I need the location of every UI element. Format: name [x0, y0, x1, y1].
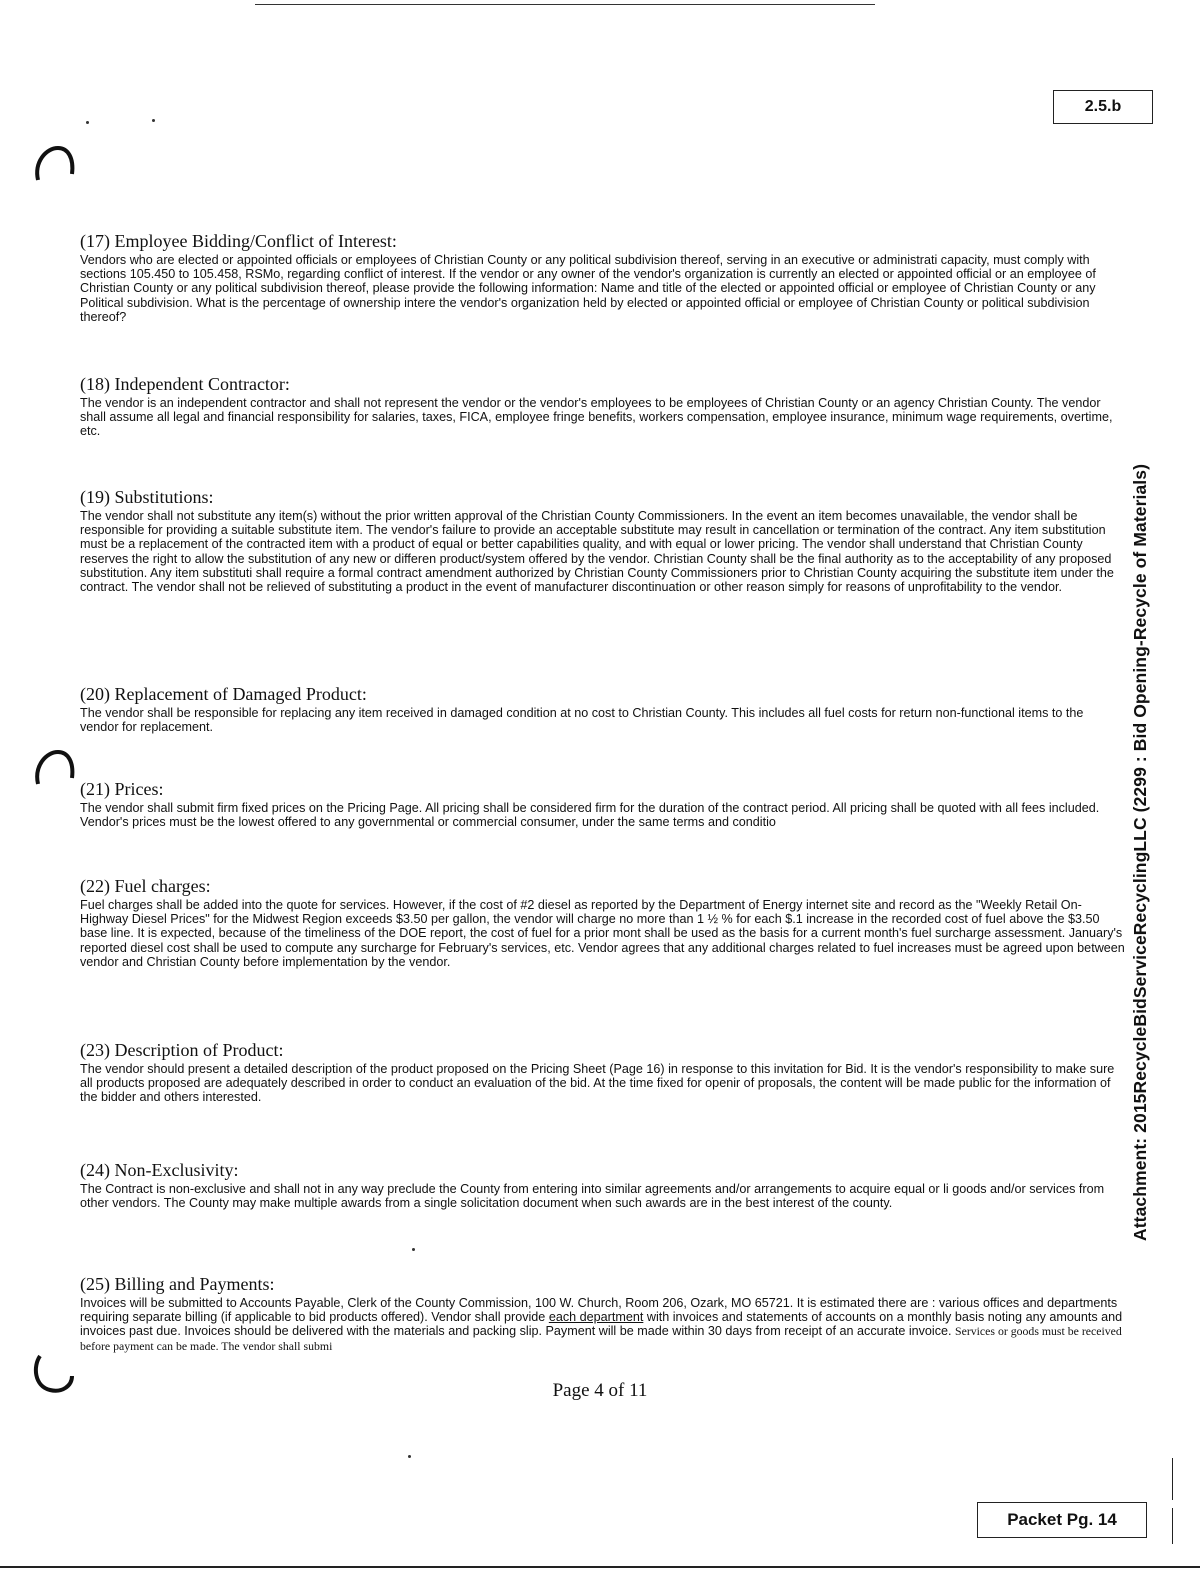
- section-heading: (20) Replacement of Damaged Product:: [80, 684, 367, 704]
- section-24: [80, 1160, 1125, 1225]
- section-body: [80, 1296, 1125, 1354]
- packet-page-box: Packet Pg. 14: [977, 1502, 1147, 1538]
- section-body: Vendors who are elected or appointed officials or employees of Christian County or any political subdivision thereof, serving in an executive or administrati capacity, must comply with sections 105.450 to 105.458, RSMo, regarding conflict of interest. If the vendor or any owner of the vendor's organization is currently an elected or appointed official or an employee of Christian County or any political subdivision thereof, please provide the following information: Name and title of the elected or appointed official or employee of Christian County or any Political subdivision. What is the percentage of ownership intere the vendor's organization held by elected or appointed official or employee of Christian County or political subdivision thereof?: [80, 253, 1096, 324]
- section-body: The vendor should present a detailed description of the product proposed on the Pricing Sheet (Page 16) in response to this invitation for Bid. It is the vendor's responsibility to make sure all products proposed are adequately described in order to conduct an evaluation of the bid. At the time fixed for openir of proposals, the content will be made public for the information of the bidder and others interested.: [80, 1062, 1115, 1105]
- section-23: [80, 1040, 1125, 1105]
- section-20: [80, 684, 1125, 735]
- section-17: [80, 231, 1125, 324]
- scan-speck: [412, 1248, 415, 1251]
- section-body-text: with invoices and statements of accounts on a monthly basis noting any amounts and invoices past due. Invoices should be delivered with the materials and packing slip. Payment will be made within 30 days from receipt of an accurate invoice.: [80, 1310, 1123, 1339]
- section-body: The vendor shall not substitute any item(s) without the prior written approval of the Christian County Commissioners. In the event an item becomes unavailable, the vendor shall be responsible for providing a suitable substitute item. The vendor's failure to provide an acceptable substitute may result in cancellation or termination of the contract. Any item substitution must be a replacement of the contracted item with a product of equal or better capabilities quality, and with equal or lower pricing. The vendor shall understand that Christian County reserves the right to allow the substitution of any new or differen product/system offered by the vendor. Christian County shall be the final authority as to the acceptability of any proposed substitution. Any item substituti shall require a formal contract amendment authorized by Christian County Commissioners prior to Christian County acquiring the substitute item under the contract. The vendor shall not be relieved of substituting a product in the event of manufacturer discontinuation or other reason simply for reasons of unprofitability to the vendor.: [80, 509, 1114, 595]
- top-rule: [255, 4, 875, 5]
- punch-hole-icon: [32, 140, 78, 186]
- section-heading: (25) Billing and Payments:: [80, 1274, 275, 1294]
- section-heading: (18) Independent Contractor:: [80, 374, 290, 394]
- section-25: [80, 1274, 1125, 1354]
- side-attachment-label: Attachment: 2015RecycleBidServiceRecyclingLLC (2299 : Bid Opening-Recycle of Materials): [1130, 463, 1150, 1241]
- scan-speck: [408, 1455, 411, 1458]
- section-heading: (23) Description of Product:: [80, 1040, 284, 1060]
- section-heading: (19) Substitutions:: [80, 487, 214, 507]
- section-heading: (24) Non-Exclusivity:: [80, 1160, 239, 1180]
- punch-hole-icon: [32, 744, 78, 790]
- section-body: The vendor shall submit firm fixed prices on the Pricing Page. All pricing shall be considered firm for the duration of the contract period. All pricing shall be quoted with all fees included. Vendor's prices must be the lowest offered to any governmental or commercial consumer, under the same terms and conditio: [80, 801, 1100, 830]
- section-body-small-text: Services or goods must be received before payment can be made. The vendor shall submi: [80, 1324, 1122, 1353]
- underlined-phrase: each department: [548, 1310, 644, 1325]
- section-body: Fuel charges shall be added into the quote for services. However, if the cost of #2 diesel as reported by the Department of Energy internet site and record as the "Weekly Retail On-Highway Diesel Prices" for the Midwest Region exceeds $3.50 per gallon, the vendor will charge no more than 1 ½ % for each $.1 increase in the recorded cost of fuel above the $3.50 base line. It is expected, because of the timeliness of the DOE report, the cost of fuel for a prior mont shall be used as the basis for a current month's fuel surcharge assessment. January's reported diesel cost shall be used to compute any surcharge for February's services, etc. Vendor agrees that any additional charges related to fuel increases must be agreed upon between vendor and Christian County before implementation by the vendor.: [80, 898, 1125, 969]
- scan-speck: [152, 119, 155, 122]
- right-margin-rule-lower: [1172, 1508, 1173, 1544]
- page-number: Page 4 of 11: [552, 1380, 648, 1401]
- section-21: [80, 779, 1125, 830]
- item-code-box: 2.5.b: [1053, 90, 1153, 124]
- section-19: [80, 487, 1125, 637]
- section-body: The vendor is an independent contractor and shall not represent the vendor or the vendor's employees to be employees of Christian County or an agency Christian County. The vendor shall assume all legal and financial responsibility for salaries, taxes, FICA, employee fringe benefits, workers compensation, employee insurance, minimum wage requirements, overtime, etc.: [80, 396, 1113, 439]
- section-18: [80, 374, 1125, 439]
- section-body: The Contract is non-exclusive and shall not in any way preclude the County from entering into similar agreements and/or arrangements to acquire equal or li goods and/or services from other vendors. The County may make multiple awards from a single solicitation document when such awards are in the best interest of the county.: [80, 1182, 1105, 1211]
- section-heading: (17) Employee Bidding/Conflict of Interest:: [80, 231, 397, 251]
- section-heading: (22) Fuel charges:: [80, 876, 211, 896]
- bottom-rule: [0, 1566, 1200, 1568]
- right-margin-rule: [1172, 1458, 1173, 1500]
- section-body-text: Invoices will be submitted to Accounts Payable, Clerk of the County Commission, 100 W. Church, Room 206, Ozark, MO 65721. It is estimated there are : various offices and departments requiring separate billing (if applicable to bid products offered). Vendor shall provide: [80, 1296, 1118, 1325]
- scan-speck: [86, 121, 89, 124]
- section-body: The vendor shall be responsible for replacing any item received in damaged condition at no cost to Christian County. This includes all fuel costs for return non-functional items to the vendor for replacement.: [80, 706, 1084, 735]
- section-22: [80, 876, 1125, 998]
- section-heading: (21) Prices:: [80, 779, 164, 799]
